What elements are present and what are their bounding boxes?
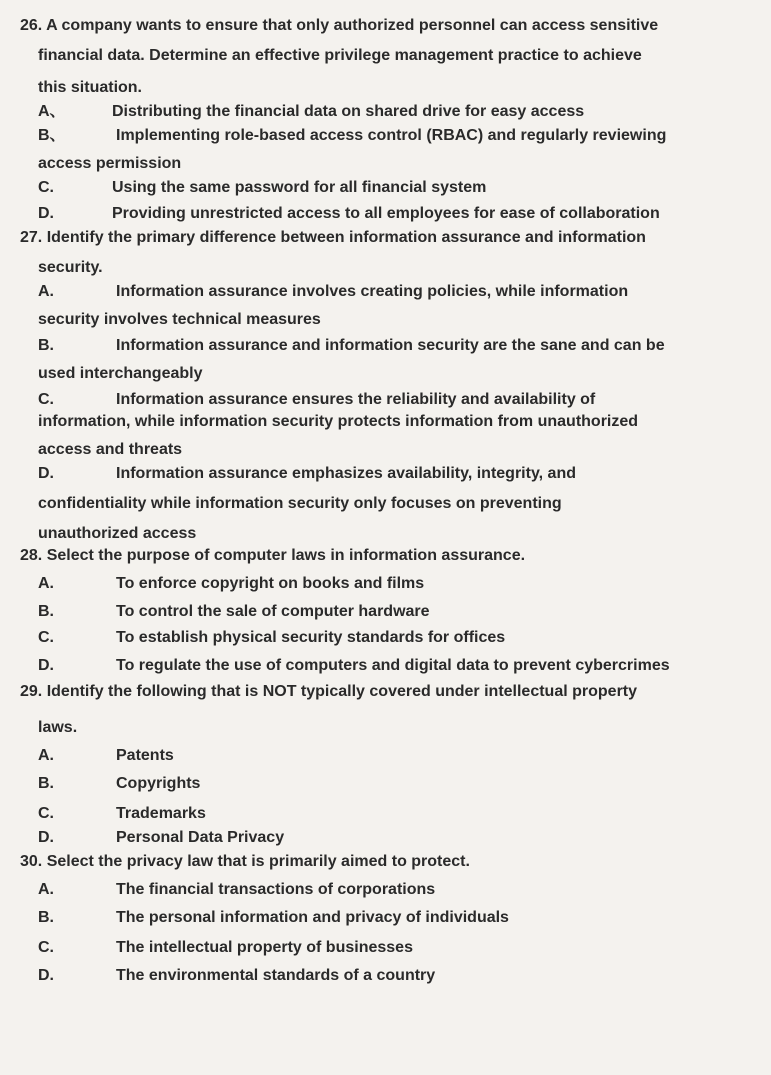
question-29-line-2: laws. — [38, 719, 78, 736]
question-27-option-d-cont-1: confidentiality while information security only focuses on preventing — [38, 495, 562, 512]
question-29-option-c[interactable]: C. Trademarks — [38, 805, 206, 822]
question-27-option-d-cont-2: unauthorized access — [38, 525, 197, 542]
question-27-option-c-cont-2: access and threats — [38, 441, 183, 458]
question-28-option-b[interactable]: B. To control the sale of computer hardware — [38, 603, 430, 620]
question-26-option-d[interactable]: D. Providing unrestricted access to all employees for ease of collaboration — [38, 205, 660, 222]
question-27-option-d[interactable]: D. Information assurance emphasizes availability, integrity, and — [38, 465, 576, 482]
question-26-line-2: financial data. Determine an effective privilege management practice to achieve — [38, 47, 642, 64]
question-29-option-b[interactable]: B. Copyrights — [38, 775, 201, 792]
question-27-option-c-cont-1: information, while information security protects information from unauthorized — [38, 413, 639, 430]
question-27-option-c[interactable]: C. Information assurance ensures the reliability and availability of — [38, 391, 596, 408]
question-30-line-1: 30. Select the privacy law that is primarily aimed to protect. — [20, 853, 470, 870]
question-26-option-c[interactable]: C. Using the same password for all financial system — [38, 179, 487, 196]
question-28-line-1: 28. Select the purpose of computer laws in information assurance. — [20, 547, 526, 564]
question-28-option-a[interactable]: A. To enforce copyright on books and films — [38, 575, 425, 592]
question-27-line-2: security. — [38, 259, 103, 276]
question-30-option-c[interactable]: C. The intellectual property of businesses — [38, 939, 413, 956]
question-26-line-3: this situation. — [38, 79, 142, 96]
question-26-option-a[interactable]: A、 Distributing the financial data on shared drive for easy access — [38, 103, 585, 120]
question-26-line-1: 26. A company wants to ensure that only authorized personnel can access sensitive — [20, 17, 659, 34]
question-30-option-a[interactable]: A. The financial transactions of corporations — [38, 881, 436, 898]
question-27-option-b[interactable]: B. Information assurance and information security are the sane and can be — [38, 337, 665, 354]
question-29-option-a[interactable]: A. Patents — [38, 747, 174, 764]
question-30-option-d[interactable]: D. The environmental standards of a country — [38, 967, 436, 984]
question-26-option-b-cont: access permission — [38, 155, 182, 172]
question-27-option-a-cont: security involves technical measures — [38, 311, 321, 328]
question-27-option-a[interactable]: A. Information assurance involves creating policies, while information — [38, 283, 629, 300]
question-26-option-b[interactable]: B、 Implementing role-based access control (RBAC) and regularly reviewing — [38, 127, 667, 144]
question-27-option-b-cont: used interchangeably — [38, 365, 203, 382]
question-27-line-1: 27. Identify the primary difference between information assurance and information — [20, 229, 646, 246]
question-28-option-c[interactable]: C. To establish physical security standards for offices — [38, 629, 506, 646]
question-28-option-d[interactable]: D. To regulate the use of computers and digital data to prevent cybercrimes — [38, 657, 670, 674]
question-30-option-b[interactable]: B. The personal information and privacy of individuals — [38, 909, 509, 926]
question-29-option-d[interactable]: D. Personal Data Privacy — [38, 829, 285, 846]
question-29-line-1: 29. Identify the following that is NOT typically covered under intellectual property — [20, 683, 638, 700]
